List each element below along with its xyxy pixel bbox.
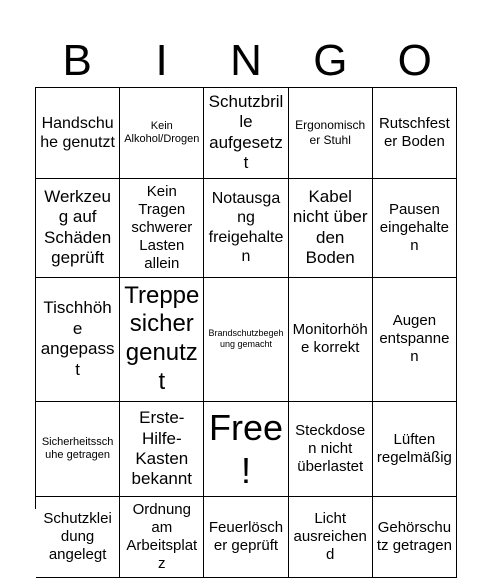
bingo-cell[interactable]: Werkzeug auf Schäden geprüft bbox=[36, 179, 120, 278]
header-letter-i: I bbox=[155, 36, 168, 85]
bingo-header bbox=[35, 34, 457, 88]
bingo-cell[interactable]: Handschuhe genutzt bbox=[36, 88, 120, 179]
bingo-cell[interactable]: Ordnung am Arbeitsplatz bbox=[120, 497, 204, 578]
bingo-cell[interactable]: Schutzbrille aufgesetzt bbox=[204, 88, 288, 179]
bingo-cell[interactable]: Brandschutzbegehung gemacht bbox=[204, 278, 288, 402]
bingo-cell[interactable]: Notausgang freigehalten bbox=[204, 179, 288, 278]
bingo-cell[interactable]: Tischhöhe angepasst bbox=[36, 278, 120, 402]
bingo-cell[interactable]: Feuerlöscher geprüft bbox=[204, 497, 288, 578]
bingo-cell[interactable]: Ergonomischer Stuhl bbox=[289, 88, 373, 179]
bingo-cell[interactable]: Monitorhöhe korrekt bbox=[289, 278, 373, 402]
bingo-cell[interactable]: Lüften regelmäßig bbox=[373, 402, 457, 497]
header-letter-o: O bbox=[397, 36, 432, 85]
bingo-cell[interactable]: Schutzkleidung angelegt bbox=[36, 497, 120, 578]
bingo-grid bbox=[35, 87, 457, 573]
bingo-cell[interactable]: Erste-Hilfe-Kasten bekannt bbox=[120, 402, 204, 497]
bingo-cell[interactable]: Pausen eingehalten bbox=[373, 179, 457, 278]
bingo-cell[interactable]: Gehörschutz getragen bbox=[373, 497, 457, 578]
bingo-cell[interactable]: Kein Tragen schwerer Lasten allein bbox=[120, 179, 204, 278]
bingo-cell[interactable]: Sicherheitsschuhe getragen bbox=[36, 402, 120, 497]
header-letter-n: N bbox=[230, 36, 262, 85]
bingo-cell[interactable]: Steckdosen nicht überlastet bbox=[289, 402, 373, 497]
header-letter-b: B bbox=[62, 36, 92, 85]
bingo-cell[interactable]: Kein Alkohol/Drogen bbox=[120, 88, 204, 179]
bingo-cell[interactable]: Licht ausreichend bbox=[289, 497, 373, 578]
bingo-cell[interactable]: Kabel nicht über den Boden bbox=[289, 179, 373, 278]
bingo-cell[interactable]: Treppe sicher genutzt bbox=[120, 278, 204, 402]
bingo-cell[interactable]: Augen entspannen bbox=[373, 278, 457, 402]
bingo-cell[interactable]: Rutschfester Boden bbox=[373, 88, 457, 179]
bingo-cell-free[interactable]: Free! bbox=[204, 402, 288, 497]
header-letter-g: G bbox=[313, 36, 348, 85]
